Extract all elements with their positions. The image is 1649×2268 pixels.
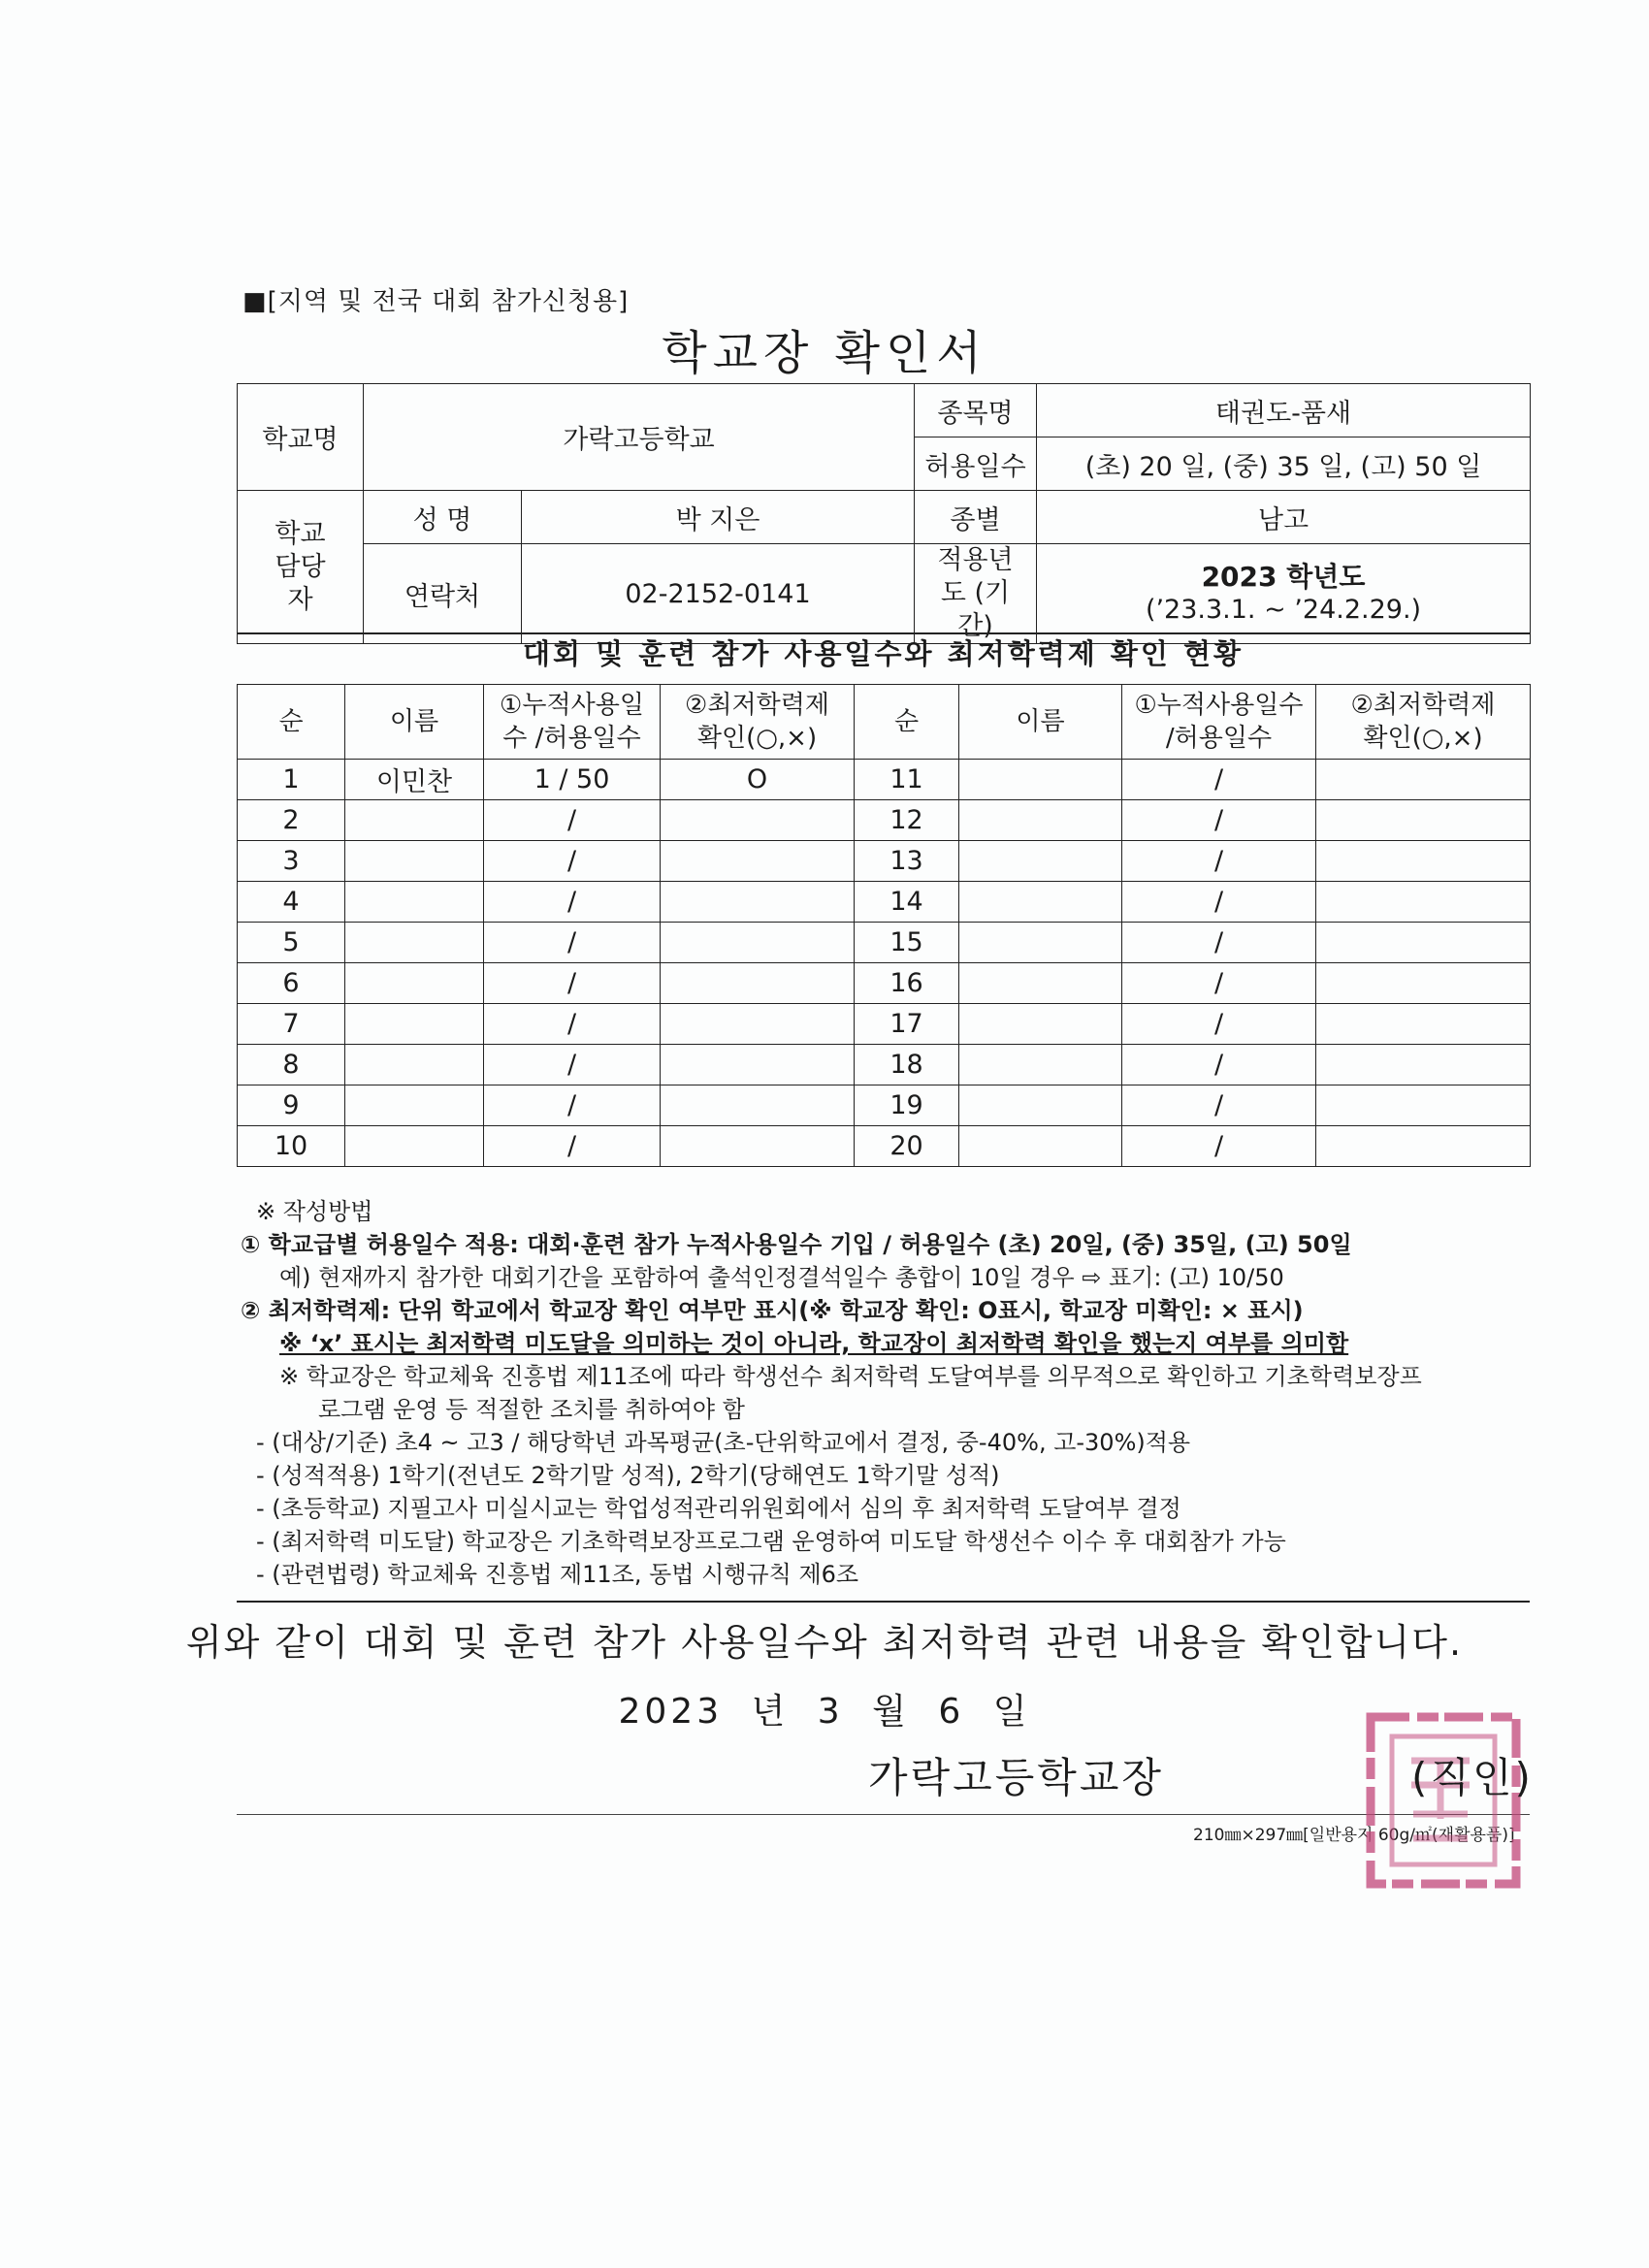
note-item-2: ② 최저학력제: 단위 학교에서 학교장 확인 여부만 표시(※ 학교장 확인: O표시, 학교장 미확인: × 표시)	[241, 1297, 1304, 1324]
row-no: 6	[238, 963, 345, 1004]
allowed-days-value: (초) 20 일, (중) 35 일, (고) 50 일	[1037, 437, 1531, 491]
row-used-days: /	[1122, 923, 1316, 963]
row-used-days: /	[484, 923, 661, 963]
row-no: 20	[855, 1126, 959, 1167]
category-value: 남고	[1037, 491, 1531, 544]
category-label: 종별	[915, 491, 1037, 544]
row-min-academic	[1316, 1045, 1531, 1085]
page-title: 학교장 확인서	[662, 326, 987, 380]
row-used-days: /	[1122, 1045, 1316, 1085]
row-used-days: /	[1122, 882, 1316, 923]
row-name	[959, 1045, 1122, 1085]
header-used-days: ①누적사용일수 /허용일수	[1122, 685, 1316, 760]
table-row	[238, 1004, 1531, 1045]
row-no: 9	[238, 1085, 345, 1126]
row-no: 5	[238, 923, 345, 963]
row-name	[959, 963, 1122, 1004]
row-name	[959, 1085, 1122, 1126]
seal-label: (직인)	[1411, 1754, 1534, 1801]
row-name	[959, 1126, 1122, 1167]
row-no: 18	[855, 1045, 959, 1085]
confirmation-statement: 위와 같이 대회 및 훈련 참가 사용일수와 최저학력 관련 내용을 확인합니다.	[185, 1621, 1464, 1664]
row-min-academic	[1316, 882, 1531, 923]
row-min-academic	[1316, 1004, 1531, 1045]
manager-label: 학교 담당자	[238, 491, 364, 644]
row-used-days: /	[484, 963, 661, 1004]
row-no: 14	[855, 882, 959, 923]
header-name: 이름	[345, 685, 484, 760]
row-min-academic	[1316, 800, 1531, 841]
row-min-academic	[1316, 963, 1531, 1004]
row-used-days: /	[1122, 1004, 1316, 1045]
row-no: 2	[238, 800, 345, 841]
row-used-days: /	[484, 800, 661, 841]
row-name	[959, 923, 1122, 963]
row-min-academic	[661, 1004, 855, 1045]
row-no: 3	[238, 841, 345, 882]
header-min-academic: ②최저학력제 확인(○,×)	[1316, 685, 1531, 760]
row-no: 10	[238, 1126, 345, 1167]
name-label: 성 명	[364, 491, 522, 544]
row-no: 1	[238, 760, 345, 800]
row-min-academic	[1316, 1085, 1531, 1126]
table-row	[238, 1126, 1531, 1167]
row-name	[345, 882, 484, 923]
row-used-days: /	[484, 1085, 661, 1126]
row-name	[959, 1004, 1122, 1045]
row-name	[345, 800, 484, 841]
row-name	[345, 923, 484, 963]
row-no: 19	[855, 1085, 959, 1126]
row-used-days: /	[484, 1045, 661, 1085]
row-min-academic	[661, 1126, 855, 1167]
status-section-title: 대회 및 훈련 참가 사용일수와 최저학력제 확인 현황	[523, 637, 1244, 670]
row-name	[959, 760, 1122, 800]
year-cell	[1037, 544, 1531, 644]
row-no: 11	[855, 760, 959, 800]
participation-table	[237, 684, 1531, 1167]
divider	[237, 1601, 1530, 1603]
row-min-academic	[661, 923, 855, 963]
row-used-days: /	[1122, 1126, 1316, 1167]
row-name	[345, 1085, 484, 1126]
table-row	[238, 923, 1531, 963]
note-dash-4: - (최저학력 미도달) 학교장은 기초학력보장프로그램 운영하여 미도달 학생선수 이수 후 대회참가 가능	[256, 1528, 1286, 1555]
row-name	[345, 963, 484, 1004]
paper-spec-footer: 210㎜×297㎜[일반용지 60g/㎡(재활용품)]	[1193, 1826, 1515, 1845]
table-row	[238, 800, 1531, 841]
table-row	[238, 963, 1531, 1004]
header-no: 순	[238, 685, 345, 760]
row-no: 4	[238, 882, 345, 923]
contact-label: 연락처	[364, 544, 522, 644]
row-name	[345, 841, 484, 882]
name-value: 박 지은	[522, 491, 915, 544]
row-no: 16	[855, 963, 959, 1004]
row-used-days: /	[1122, 760, 1316, 800]
row-no: 8	[238, 1045, 345, 1085]
row-min-academic	[1316, 841, 1531, 882]
row-name	[345, 1045, 484, 1085]
info-table	[237, 383, 1531, 644]
row-min-academic: O	[661, 760, 855, 800]
row-name	[959, 841, 1122, 882]
year-label: 적용년도 (기간)	[915, 544, 1037, 644]
event-value: 태권도-품새	[1037, 384, 1531, 437]
note-item-1-example: 예) 현재까지 참가한 대회기간을 포함하여 출석인정결석일수 총합이 10일 경우 ⇨ 표기: (고) 10/50	[279, 1264, 1284, 1291]
table-row	[238, 760, 1531, 800]
row-min-academic	[661, 1085, 855, 1126]
note-item-2-law-cont: 로그램 운영 등 적절한 조치를 취하여야 함	[318, 1396, 745, 1423]
event-label: 종목명	[915, 384, 1037, 437]
note-dash-1: - (대상/기준) 초4 ~ 고3 / 해당학년 과목평균(초-단위학교에서 결정, 중-40%, 고-30%)적용	[256, 1429, 1191, 1456]
row-used-days: /	[484, 1004, 661, 1045]
row-used-days: /	[484, 841, 661, 882]
note-item-2-law: ※ 학교장은 학교체육 진흥법 제11조에 따라 학생선수 최저학력 도달여부를 의무적으로 확인하고 기초학력보장프	[279, 1363, 1422, 1390]
note-dash-3: - (초등학교) 지필고사 미실시교는 학업성적관리위원회에서 심의 후 최저학력 도달여부 결정	[256, 1495, 1181, 1522]
row-name	[959, 882, 1122, 923]
header-used-days: ①누적사용일수 /허용일수	[484, 685, 661, 760]
row-min-academic	[1316, 1126, 1531, 1167]
row-min-academic	[661, 800, 855, 841]
table-row	[238, 841, 1531, 882]
contact-value: 02-2152-0141	[522, 544, 915, 644]
row-min-academic	[1316, 760, 1531, 800]
row-name	[959, 800, 1122, 841]
issue-date: 2023 년 3 월 6 일	[618, 1692, 1031, 1732]
row-min-academic	[661, 841, 855, 882]
row-min-academic	[661, 963, 855, 1004]
table-row	[238, 882, 1531, 923]
note-dash-2: - (성적적용) 1학기(전년도 2학기말 성적), 2학기(당해연도 1학기말 성적)	[256, 1462, 1000, 1489]
row-no: 12	[855, 800, 959, 841]
row-used-days: /	[1122, 963, 1316, 1004]
row-used-days: 1 / 50	[484, 760, 661, 800]
row-used-days: /	[484, 882, 661, 923]
row-min-academic	[661, 1045, 855, 1085]
row-used-days: /	[1122, 841, 1316, 882]
header-name: 이름	[959, 685, 1122, 760]
school-label: 학교명	[238, 384, 364, 491]
notes-heading: ※ 작성방법	[256, 1198, 373, 1225]
note-item-2-warning: ※ ‘x’ 표시는 최저학력 미도달을 의미하는 것이 아니라, 학교장이 최저학력 확인을 했는지 여부를 의미함	[279, 1330, 1349, 1357]
row-name	[345, 1004, 484, 1045]
row-min-academic	[661, 882, 855, 923]
allowed-days-label: 허용일수	[915, 437, 1037, 491]
row-no: 15	[855, 923, 959, 963]
row-name	[345, 1126, 484, 1167]
row-no: 13	[855, 841, 959, 882]
header-min-academic: ②최저학력제 확인(○,×)	[661, 685, 855, 760]
row-no: 7	[238, 1004, 345, 1045]
table-row	[238, 1045, 1531, 1085]
year-period: (’23.3.1. ~ ’24.2.29.)	[1145, 595, 1422, 625]
row-min-academic	[1316, 923, 1531, 963]
note-item-1: ① 학교급별 허용일수 적용: 대회·훈련 참가 누적사용일수 기입 / 허용일수 (초) 20일, (중) 35일, (고) 50일	[241, 1231, 1352, 1258]
instructions	[241, 1195, 1540, 1591]
footer-divider	[237, 1814, 1530, 1815]
row-used-days: /	[484, 1126, 661, 1167]
row-used-days: /	[1122, 1085, 1316, 1126]
table-row	[238, 1085, 1531, 1126]
row-no: 17	[855, 1004, 959, 1045]
row-used-days: /	[1122, 800, 1316, 841]
row-name: 이민찬	[345, 760, 484, 800]
header-no: 순	[855, 685, 959, 760]
year-value: 2023 학년도	[1201, 561, 1366, 593]
principal-title: 가락고등학교장	[868, 1754, 1165, 1801]
note-dash-5: - (관련법령) 학교체육 진흥법 제11조, 동법 시행규칙 제6조	[256, 1561, 859, 1588]
school-value: 가락고등학교	[364, 384, 915, 491]
form-usage-tag: ■[지역 및 전국 대회 참가신청용]	[242, 287, 630, 316]
